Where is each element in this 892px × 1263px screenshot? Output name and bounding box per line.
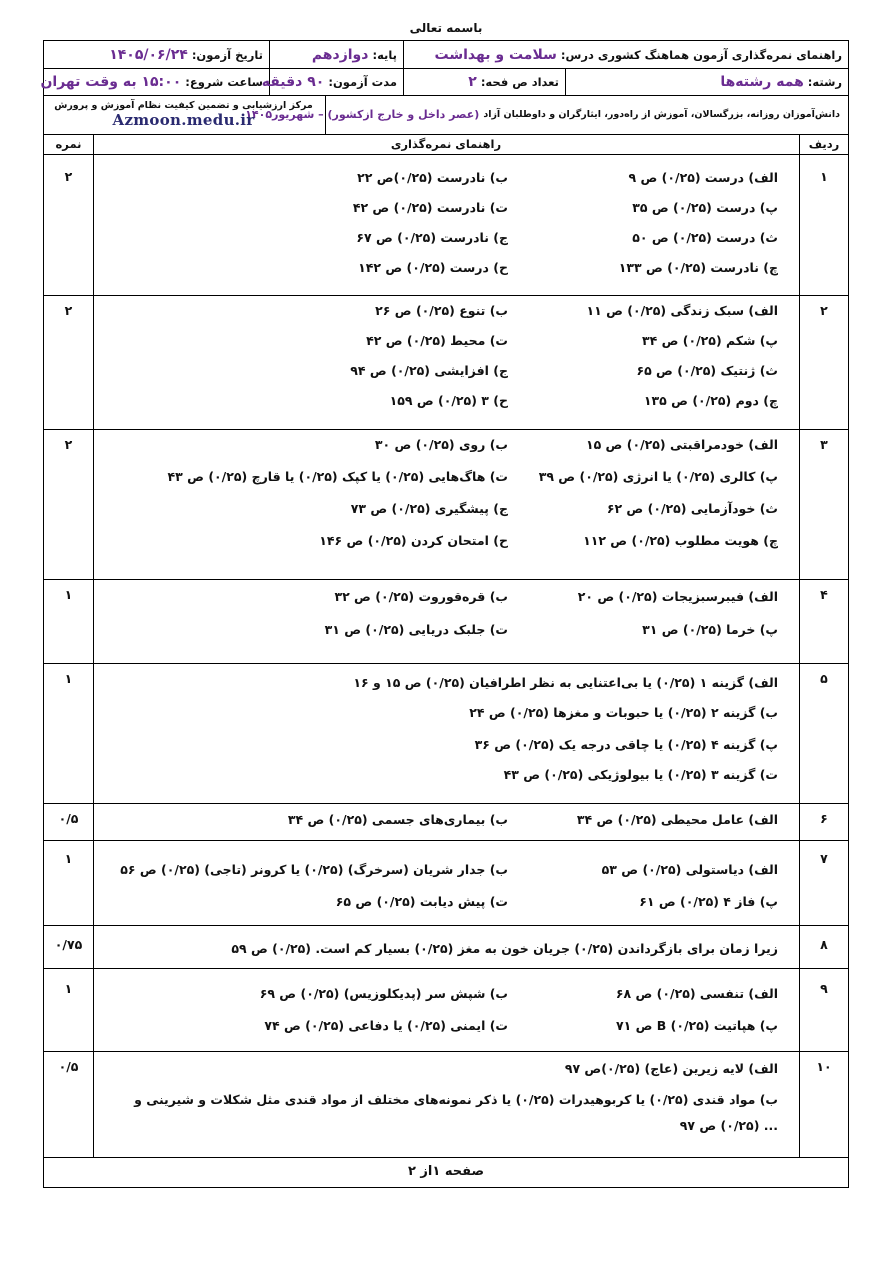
answer: پ) شکم (۰/۲۵) ص ۳۴	[641, 333, 778, 348]
answer-key-table	[40, 40, 849, 1188]
start-label: ساعت شروع:	[185, 74, 263, 89]
answer: الف) دیاستولی (۰/۲۵) ص ۵۳	[601, 862, 778, 877]
answer: پ) فاز ۴ (۰/۲۵) ص ۶۱	[639, 894, 778, 909]
duration-label: مدت آزمون:	[328, 74, 397, 89]
answer: الف) تنفسی (۰/۲۵) ص ۶۸	[615, 986, 778, 1001]
answer: الف) لایه زیرین (عاج) (۰/۲۵)ص ۹۷	[564, 1061, 778, 1076]
col-row-header: ردیف	[808, 137, 840, 151]
answer: ب) جدار شریان (سرخرگ) (۰/۲۵) یا کرونر (تاجی) (۰/۲۵) ص ۵۶	[120, 862, 508, 877]
guide-label: راهنمای نمره‌گذاری آزمون هماهنگ کشوری درس:	[560, 47, 842, 62]
answer: ب) مواد قندی (۰/۲۵) یا کربوهیدرات (۰/۲۵) یا ذکر نمونه‌های مختلف از مواد قندی مثل شکلات و شیرینی و ... (۰/۲۵) ص ۹۷	[134, 1092, 778, 1133]
answer: پ) هپاتیت B (۰/۲۵) ص ۷۱	[615, 1018, 778, 1033]
answer: ج) پیشگیری (۰/۲۵) ص ۷۳	[350, 501, 508, 516]
pages-value: ۲	[468, 73, 477, 90]
students-cell	[245, 95, 848, 134]
col-score-header: نمره	[55, 137, 82, 151]
row-number: ۹	[820, 981, 828, 996]
score: ۲	[64, 169, 73, 184]
score-col-divider	[93, 134, 94, 1157]
answer: چ) هویت مطلوب (۰/۲۵) ص ۱۱۲	[583, 533, 778, 548]
grade-cell	[269, 41, 403, 68]
row-divider	[44, 803, 848, 804]
answer: ج) نادرست (۰/۲۵) ص ۶۷	[356, 230, 508, 245]
answer: الف) درست (۰/۲۵) ص ۹	[628, 170, 778, 185]
score: ۲	[64, 437, 73, 452]
score: ۱	[64, 587, 73, 602]
answer: چ) نادرست (۰/۲۵) ص ۱۳۳	[618, 260, 778, 275]
header-row-2	[40, 68, 848, 96]
answer: ج) افزایشی (۰/۲۵) ص ۹۴	[350, 363, 508, 378]
answer: پ) کالری (۰/۲۵) یا انرژی (۰/۲۵) ص ۳۹	[538, 469, 778, 484]
row-divider	[44, 579, 848, 580]
duration-cell	[261, 68, 403, 95]
header-row-3	[44, 95, 848, 135]
answer: چ) دوم (۰/۲۵) ص ۱۳۵	[643, 393, 778, 408]
answer: ب) تنوع (۰/۲۵) ص ۲۶	[375, 303, 508, 318]
website: Azmoon.medu.ir	[112, 111, 255, 129]
answer: ت) هاگ‌هایی (۰/۲۵) یا کپک (۰/۲۵) یا قارچ (۰/۲۵) ص ۴۳	[167, 469, 508, 484]
row-divider	[44, 840, 848, 841]
score: ۲	[64, 303, 73, 318]
row-number: ۶	[820, 811, 828, 826]
col-guide-header: راهنمای نمره‌گذاری	[390, 137, 502, 151]
row-number: ۴	[820, 587, 828, 602]
row-number: ۵	[820, 671, 828, 686]
session-text: (عصر داخل و خارج ازکشور) – شهریور۱۴۰۵	[245, 108, 480, 121]
answer: ب) شپش سر (پدیکلوزیس) (۰/۲۵) ص ۶۹	[259, 986, 508, 1001]
answer: الف) گزینه ۱ (۰/۲۵) یا بی‌اعتنایی به نظر اطرافیان (۰/۲۵) ص ۱۵ و ۱۶	[353, 675, 778, 690]
field-value: همه رشته‌ها	[720, 73, 804, 90]
answer: ح) امتحان کردن (۰/۲۵) ص ۱۴۶	[319, 533, 508, 548]
field-cell	[565, 68, 848, 95]
grade-label: پایه:	[372, 47, 397, 62]
row-divider	[44, 1051, 848, 1052]
answer: ث) ژنتیک (۰/۲۵) ص ۶۵	[636, 363, 778, 378]
answer: ت) جلبک دریایی (۰/۲۵) ص ۳۱	[324, 622, 508, 637]
start-cell	[42, 68, 269, 95]
row-col-divider	[799, 134, 800, 1157]
row-divider	[44, 968, 848, 969]
start-value: ۱۵:۰۰ به وقت تهران	[40, 73, 182, 90]
answer: الف) خودمراقبتی (۰/۲۵) ص ۱۵	[585, 437, 778, 452]
score: ۰/۷۵	[54, 937, 83, 952]
score: ۱	[64, 851, 73, 866]
score: ۰/۵	[58, 811, 79, 826]
pages-label: تعداد ص فحه:	[480, 74, 559, 89]
score: ۱	[64, 981, 73, 996]
duration-value: ۹۰ دقیقه	[261, 73, 325, 90]
answer: ب) گزینه ۲ (۰/۲۵) یا حبوبات و مغزها (۰/۲۵) ص ۲۴	[469, 705, 778, 720]
date-value: ۱۴۰۵/۰۶/۲۴	[109, 46, 188, 63]
answer: ب) قره‌قوروت (۰/۲۵) ص ۳۲	[334, 589, 508, 604]
center-text: مرکز ارزشیابی و تضمین کیفیت نظام آموزش و پرورش	[54, 100, 313, 111]
answer: ب) نادرست (۰/۲۵)ص ۲۲	[357, 170, 508, 185]
answer: الف) فیبرسبزیجات (۰/۲۵) ص ۲۰	[577, 589, 778, 604]
course-name: سلامت و بهداشت	[434, 46, 557, 63]
date-cell	[42, 41, 269, 68]
score: ۰/۵	[58, 1059, 79, 1074]
answer: ت) پیش دیابت (۰/۲۵) ص ۶۵	[335, 894, 508, 909]
center-cell	[42, 95, 325, 134]
answer: ت) ایمنی (۰/۲۵) یا دفاعی (۰/۲۵) ص ۷۴	[264, 1018, 508, 1033]
answer: ت) محیط (۰/۲۵) ص ۴۲	[366, 333, 508, 348]
row-divider	[44, 663, 848, 664]
page-footer: صفحه ۱از ۲	[407, 1164, 485, 1179]
students-text: دانش‌آموزان روزانه، بزرگسالان، آموزش از راه‌دور، ایثارگران و داوطلبان آزاد	[483, 109, 840, 120]
answer: زیرا زمان برای بازگرداندن (۰/۲۵) جریان خون به مغز (۰/۲۵) بسیار کم است. (۰/۲۵) ص ۵۹	[231, 941, 778, 956]
score: ۱	[64, 671, 73, 686]
grade-value: دوازدهم	[311, 46, 369, 63]
field-label: رشته:	[807, 74, 842, 89]
answer: ث) خودآزمایی (۰/۲۵) ص ۶۲	[606, 501, 778, 516]
row-number: ۱	[820, 169, 828, 184]
date-label: تاریخ آزمون:	[191, 47, 263, 62]
row-number: ۷	[820, 851, 828, 866]
answer: ح) ۳ (۰/۲۵) ص ۱۵۹	[389, 393, 508, 408]
answer: ب) روی (۰/۲۵) ص ۳۰	[374, 437, 508, 452]
pages-cell	[403, 68, 565, 95]
row-number: ۱۰	[816, 1059, 832, 1074]
answer: ث) درست (۰/۲۵) ص ۵۰	[632, 230, 778, 245]
top-title: باسمه تعالی	[409, 21, 483, 35]
answer: الف) سبک زندگی (۰/۲۵) ص ۱۱	[586, 303, 778, 318]
row-number: ۸	[820, 937, 828, 952]
answer: پ) خرما (۰/۲۵) ص ۳۱	[642, 622, 778, 637]
row-number: ۳	[820, 437, 828, 452]
answer: ب) بیماری‌های جسمی (۰/۲۵) ص ۳۴	[287, 812, 508, 827]
col-header-line	[44, 154, 848, 155]
answer: پ) درست (۰/۲۵) ص ۳۵	[632, 200, 778, 215]
row-divider	[44, 925, 848, 926]
row-number: ۲	[820, 303, 828, 318]
answer: پ) گزینه ۴ (۰/۲۵) یا چاقی درجه یک (۰/۲۵) ص ۳۶	[474, 737, 778, 752]
answer: ت) نادرست (۰/۲۵) ص ۴۲	[352, 200, 508, 215]
course-cell	[403, 41, 848, 68]
answer: ت) گزینه ۳ (۰/۲۵) یا بیولوژیکی (۰/۲۵) ص ۴۳	[503, 767, 778, 782]
header-row-1	[44, 41, 848, 69]
answer: ح) درست (۰/۲۵) ص ۱۴۲	[358, 260, 508, 275]
answer: الف) عامل محیطی (۰/۲۵) ص ۳۴	[576, 812, 778, 827]
